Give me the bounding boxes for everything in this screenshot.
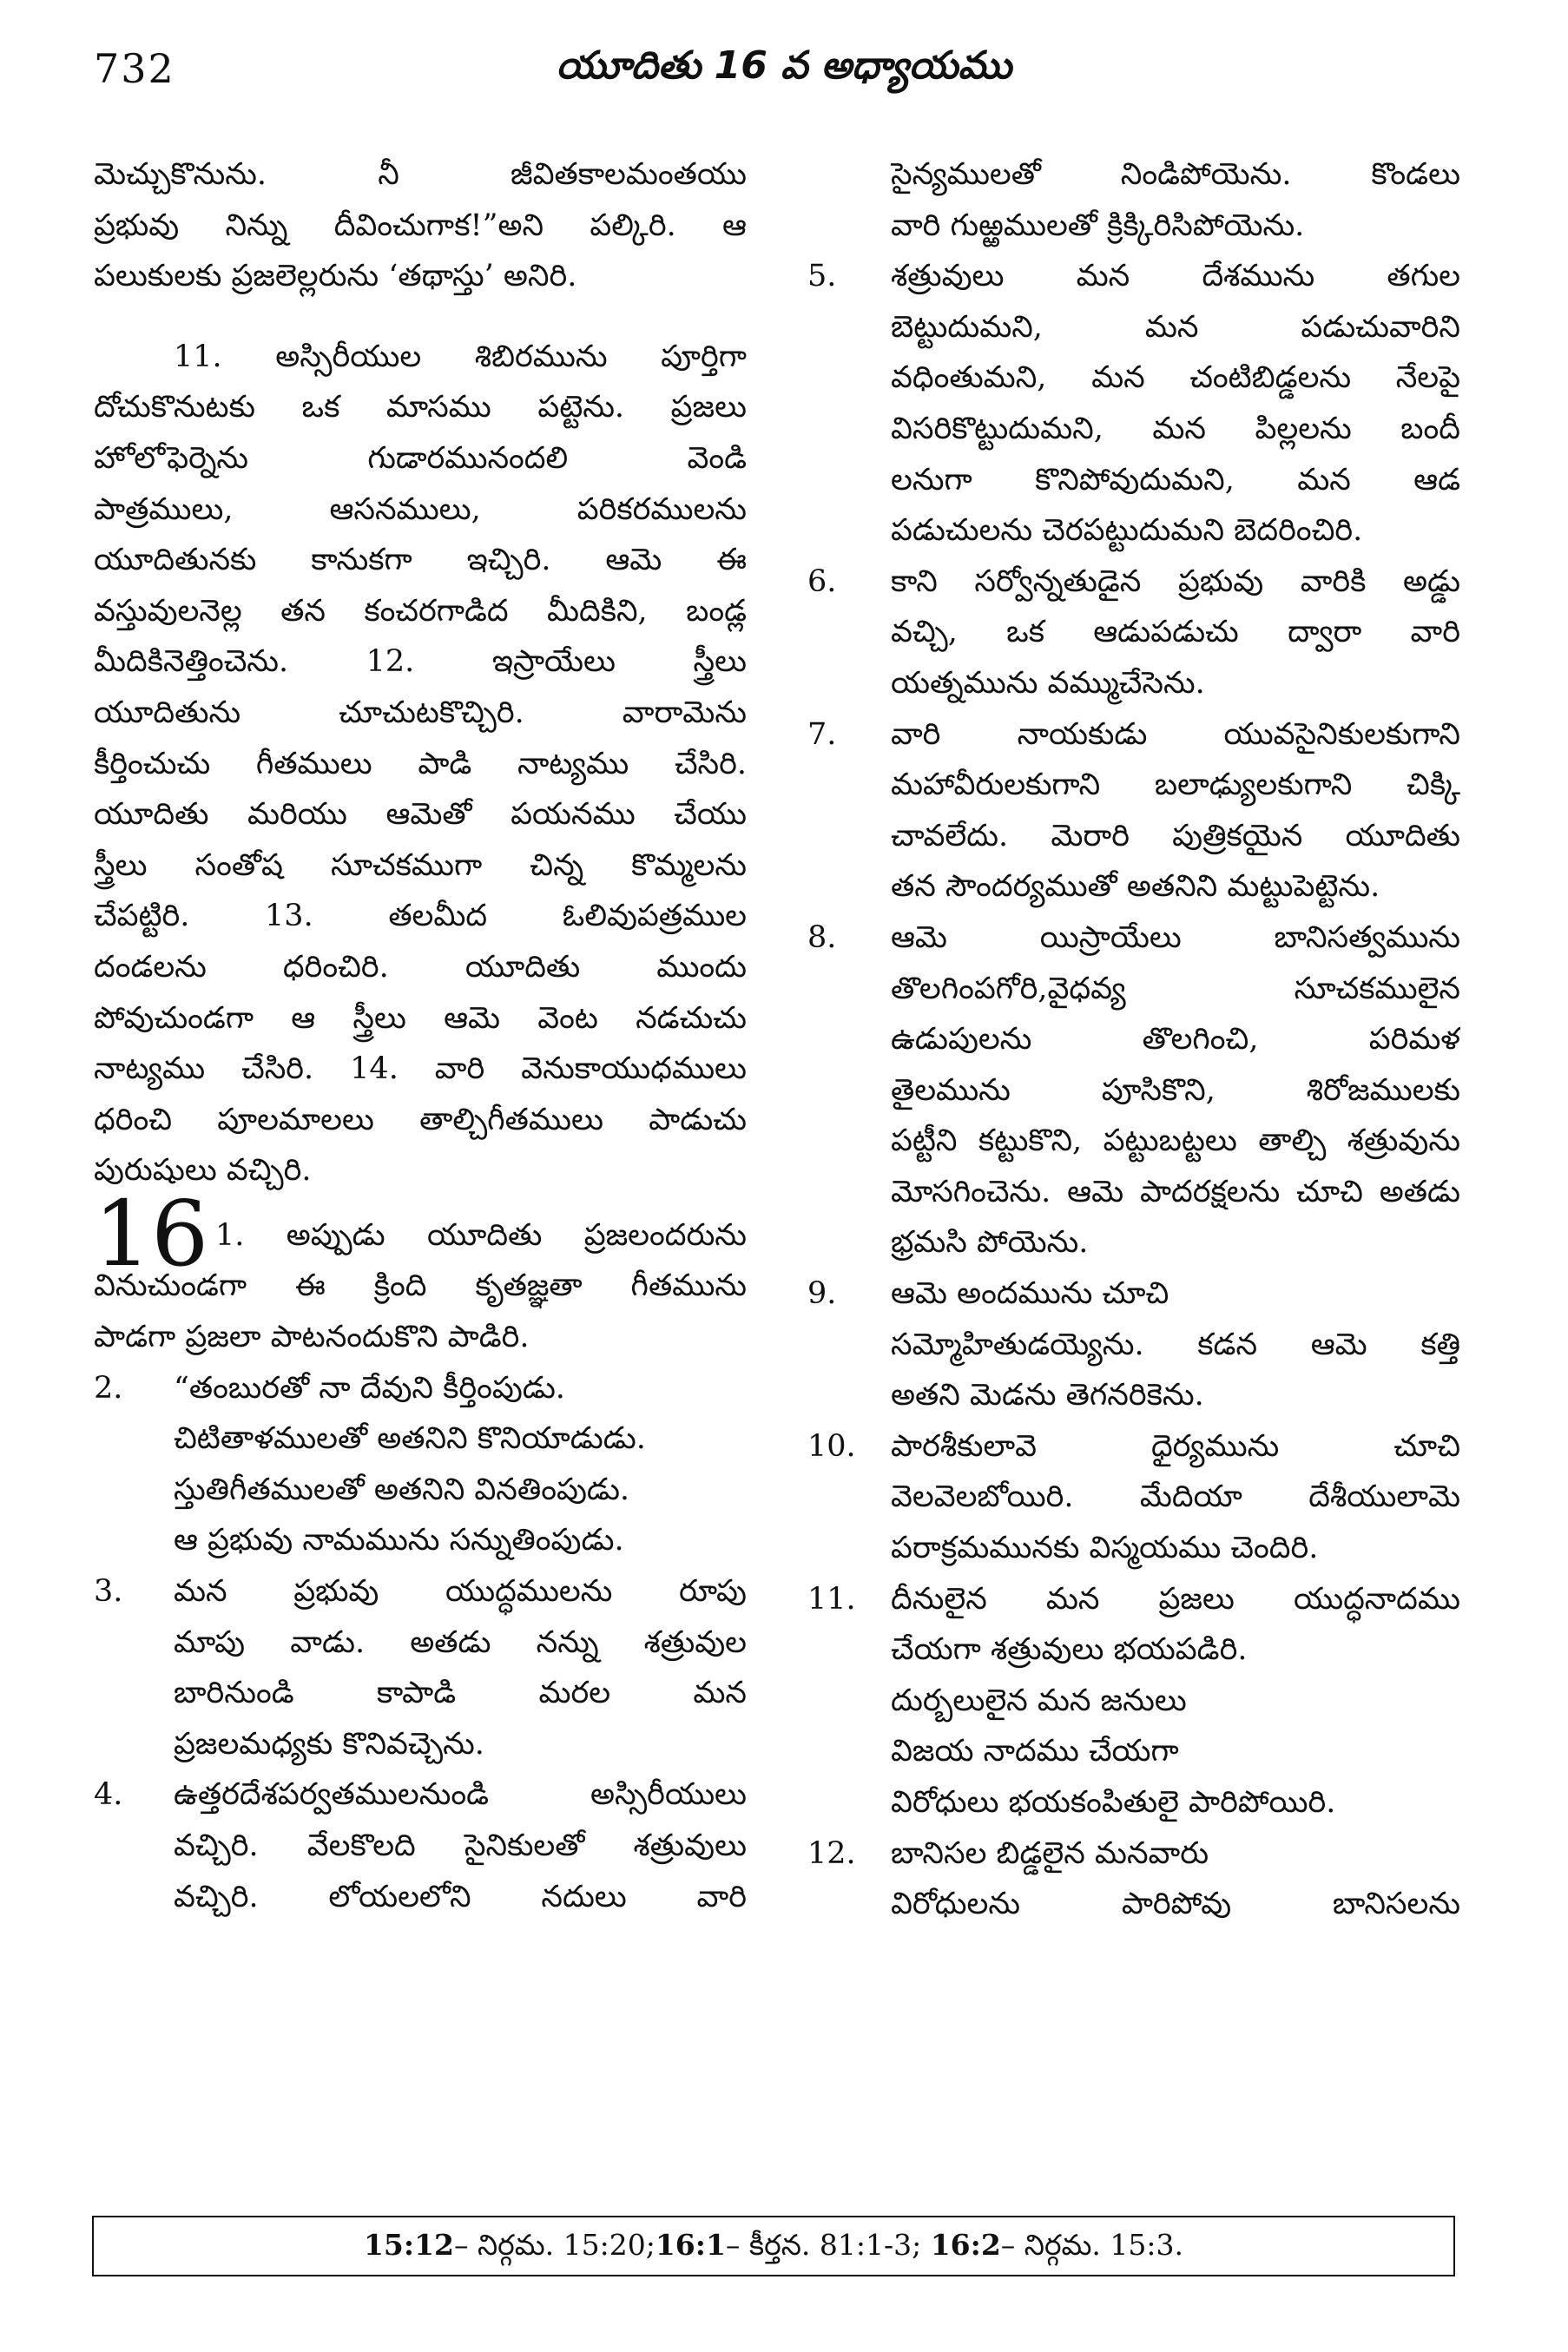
verse-4-continuation [807,149,1460,251]
footnote-ref: 15:12 [363,2228,454,2262]
text-line: ఉడుపులను తొలగించి, పరిమళ [891,1022,1460,1057]
text-line: మీదికినెత్తించెను. 12. ఇస్రాయేలు స్త్రీలు [94,644,747,680]
text-line: బెట్టుదుమని, మన పడుచువారిని [891,309,1460,345]
text-line: బారినుండి కాపాడి మరల మన [174,1676,747,1711]
text-line: కాని సర్వోన్నతుడైన ప్రభువు వారికి అడ్డు [891,563,1460,599]
text-line: ప్రజలమధ్యకు కొనివచ్చెను. [174,1726,484,1762]
text-line: ఉత్తరదేశపర్వతములనుండి అస్సిరీయులు [174,1777,747,1813]
verse-number: 9. [807,1276,837,1312]
verse-number: 12. [807,1835,856,1871]
text-line: శత్రువులు మన దేశమును తగుల [891,259,1460,294]
text-line: హోలోఫెర్నెను గుడారమునందలి వెండి [94,440,747,476]
text-line: స్తుతిగీతములతో అతనిని వినతింపుడు. [174,1472,630,1507]
text-line: స్త్రీలు సంతోష సూచకముగా చిన్న కొమ్మలను [94,847,747,883]
text-line: యూదితునకు కానుకగా ఇచ్చిరి. ఆమె ఈ [94,543,747,578]
text-line: పోవుచుండగా ఆ స్త్రీలు ఆమె వెంట నడచుచు [94,1000,747,1036]
text-line: తన సౌందర్యముతో అతనిని మట్టుపెట్టెను. [891,869,1380,905]
text-line: చిటితాళములతో అతనిని కొనియాడుడు. [174,1421,646,1457]
text-line: వచ్చిరి. వేలకొలది సైనికులతో శత్రువులు [174,1828,747,1863]
verse-12 [807,1828,1460,1930]
verse-5 [807,251,1460,557]
text-line: దండలను ధరించిరి. యూదితు ముందు [94,949,747,985]
running-title: యూదితు 16 వ అధ్యాయము [556,43,1012,88]
verse-11 [807,1574,1460,1828]
text-line: 1. అప్పుడు యూదితు ప్రజలందరును [215,1217,747,1253]
text-line: బానిసల బిడ్డలైన మనవారు [891,1835,1209,1871]
footnote-text: – నిర్గమ. 15:3. [1000,2228,1184,2262]
verse-number: 6. [807,563,837,599]
verse-number: 5. [807,259,837,294]
footnote-box [92,2216,1455,2276]
text-line: విసరికొట్టుదుమని, మన పిల్లలను బందీ [891,411,1460,446]
text-line: మహావీరులకుగాని బలాఢ్యులకుగాని చిక్కి [891,768,1460,803]
text-line: యూదితు మరియు ఆమెతో పయనము చేయు [94,797,747,833]
footnote-text: – నిర్గమ. 15:20; [454,2228,656,2262]
text-line: పాత్రములు, ఆసనములు, పరికరములను [94,491,747,527]
text-line: మోసగించెను. ఆమె పాదరక్షలను చూచి అతడు [891,1174,1460,1209]
text-line: పురుషులు వచ్చిరి. [94,1153,312,1189]
footnote-ref: 16:1 [655,2228,726,2262]
text-line: దుర్బలులైన మన జనులు [891,1683,1187,1718]
verse-8 [807,912,1460,1268]
verse-6 [807,557,1460,709]
text-line: చేపట్టిరి. 13. తలమీద ఓలివుపత్రముల [94,899,747,934]
verse-number: 7. [807,716,837,752]
verse-number: 8. [807,919,837,955]
text-line: పరాక్రమమునకు విస్మయము చెందిరి. [891,1531,1319,1566]
text-line: మాపు వాడు. అతడు నన్ను శత్రువుల [174,1624,747,1660]
verse-7 [807,709,1460,912]
text-line: ప్రభువు నిన్ను దీవించుగాక!”అని పల్కిరి. ఆ [94,208,747,243]
right-column [807,149,1460,1930]
page-header [0,0,1568,139]
verse-9 [807,1268,1460,1421]
text-line: పడుచులను చెరపట్టుదుమని బెదరించిరి. [891,513,1363,549]
footnote-ref: 16:2 [930,2228,1001,2262]
text-line: మన ప్రభువు యుద్ధములను రూపు [174,1574,747,1610]
text-line: వధింతుమని, మన చంటిబిడ్డలను నేలపై [891,360,1460,396]
page-number: 732 [94,45,175,92]
text-line: ఆ ప్రభువు నామమును సన్నుతింపుడు. [174,1523,624,1558]
text-line: నాట్యము చేసిరి. 14. వారి వెనుకాయుధములు [94,1051,747,1087]
text-line: భ్రమసి పోయెను. [891,1225,1089,1261]
text-line: వెలవెలబోయిరి. మేదియా దేశీయులామె [891,1479,1460,1515]
chapter-opening [94,1180,747,1363]
text-line: ఆమె యిస్రాయేలు బానిసత్వమును [891,919,1460,955]
text-line: పలుకులకు ప్రజలెల్లరును ‘తథాస్తు’ అనిరి. [94,259,577,294]
verse-3 [94,1566,747,1769]
paragraph-gap [94,302,747,332]
text-line: ఆమె అందమును చూచి [891,1276,1169,1312]
text-line: వస్తువులనెల్ల తన కంచరగాడిద మీదికిని, బండ్ల [94,593,747,629]
text-line: కీర్తించుచు గీతములు పాడి నాట్యము చేసిరి. [94,746,747,781]
verse-number: 3. [94,1574,123,1610]
text-line: పారశీకులావె ధైర్యమును చూచి [891,1428,1460,1464]
text-line: మెచ్చుకొనును. నీ జీవితకాలమంతయు [94,157,747,192]
text-line: పట్టీని కట్టుకొని, పట్టుబట్టలు తాల్చి శత్రువును [891,1123,1460,1159]
text-line: వినుచుండగా ఈ క్రింది కృతజ్ఞతా గీతమును [94,1268,747,1304]
verse-number: 2. [94,1370,123,1406]
verse-number: 4. [94,1777,123,1813]
text-line: 11. అస్సిరీయుల శిబిరమును పూర్తిగా [174,339,747,374]
left-column [94,149,747,1922]
chapter-number: 16 [94,1180,209,1287]
text-line: సమ్మోహితుడయ్యెను. కడన ఆమె కత్తి [891,1327,1460,1362]
text-line: విరోధులు భయకంపితులై పారిపోయిరి. [891,1785,1336,1820]
footnote-text: – కీర్తన. 81:1-3; [725,2228,931,2262]
text-line: “తంబురతో నా దేవుని కీర్తింపుడు. [174,1370,565,1406]
text-line: దీనులైన మన ప్రజలు యుద్ధనాదము [891,1581,1460,1617]
verse-4 [94,1769,747,1922]
text-line: వచ్చిరి. లోయలలోని నదులు వారి [174,1879,747,1914]
text-line: పాడగా ప్రజలా పాటనందుకొని పాడిరి. [94,1320,530,1355]
paragraph-verse-11-14 [94,332,747,1196]
text-line: యూదితును చూచుటకొచ్చిరి. వారామెను [94,695,747,730]
verse-2 [94,1363,747,1566]
verse-10 [807,1421,1460,1574]
text-line: ధరించి పూలమాలలు తాల్చిగీతములు పాడుచు [94,1102,747,1137]
text-line: దోచుకొనుటకు ఒక మాసము పట్టెను. ప్రజలు [94,390,747,425]
verse-number: 11. [807,1581,856,1617]
text-line: తైలమును పూసికొని, శిరోజములకు [891,1072,1460,1108]
text-line: తొలగింపగోరి,వైధవ్య సూచకములైన [891,971,1460,1006]
text-line: వచ్చి, ఒక ఆడుపడుచు ద్వారా వారి [891,615,1460,650]
verse-number: 10. [807,1428,856,1464]
text-line: విజయ నాదము చేయగా [891,1734,1179,1769]
text-line: చేయగా శత్రువులు భయపడిరి. [891,1632,1248,1668]
text-line: వారి గుఱ్ఱములతో క్రిక్కిరిసిపోయెను. [891,208,1305,243]
text-line: విరోధులను పారిపోవు బానిసలను [891,1887,1460,1922]
text-line: చావలేదు. మెరారి పుత్రికయైన యూదితు [891,818,1460,853]
text-line: అతని మెడను తెగనరికెను. [891,1378,1204,1413]
text-line: సైన్యములతో నిండిపోయెను. కొండలు [891,157,1460,192]
paragraph-continuation [94,149,747,302]
text-line: యత్నమును వమ్ముచేసెను. [891,665,1205,701]
text-line: వారి నాయకుడు యువసైనికులకుగాని [891,716,1460,752]
text-line: లనుగా కొనిపోవుదుమని, మన ఆడ [891,462,1460,497]
